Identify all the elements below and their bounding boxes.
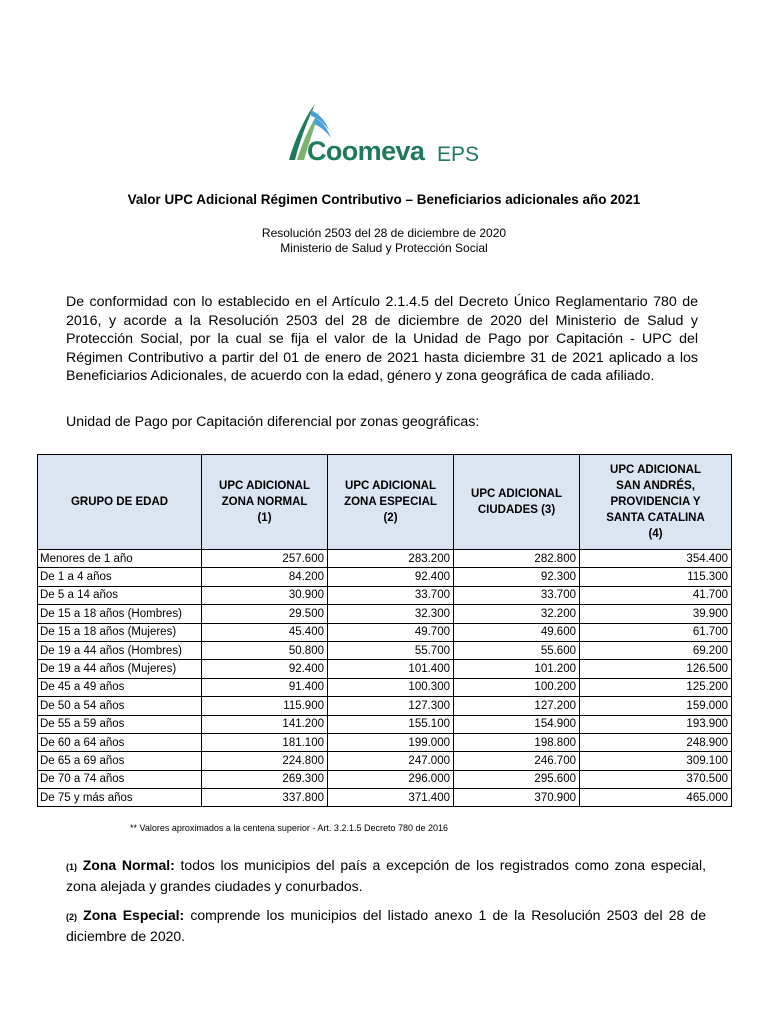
document-title: Valor UPC Adicional Régimen Contributivo – Beneficiarios adicionales año 2021 [127,192,641,207]
row-group: De 15 a 18 años (Mujeres) [38,623,202,641]
row-especial: 33.700 [328,586,454,604]
table-row [38,770,732,788]
table-row [38,568,732,586]
row-especial: 55.700 [328,641,454,659]
header-san-andres: UPC ADICIONAL SAN ANDRÉS, PROVIDENCIA Y SANTA CATALINA (4) [580,455,732,550]
row-group: De 1 a 4 años [38,568,202,586]
note-zona-normal [66,856,706,895]
row-group: De 5 a 14 años [38,586,202,604]
table-row [38,660,732,678]
brand-suffix: EPS [437,143,480,166]
row-especial: 296.000 [328,770,454,788]
row-group: De 60 a 64 años [38,733,202,751]
row-ciudades: 33.700 [454,586,580,604]
row-especial: 371.400 [328,789,454,807]
row-normal: 115.900 [202,697,328,715]
table-header-row [38,455,732,550]
row-normal: 257.600 [202,550,328,568]
row-group: De 45 a 49 años [38,678,202,696]
row-group: De 19 a 44 años (Mujeres) [38,660,202,678]
row-especial: 283.200 [328,550,454,568]
row-san: 370.500 [580,770,732,788]
table-row [38,641,732,659]
row-especial: 32.300 [328,605,454,623]
resolution-line: Resolución 2503 del 28 de diciembre de 2020 [261,226,507,240]
row-ciudades: 32.200 [454,605,580,623]
row-san: 465.000 [580,789,732,807]
row-especial: 199.000 [328,733,454,751]
note-marker: (1) [66,862,77,872]
row-ciudades: 246.700 [454,752,580,770]
coomeva-eps-logo [285,100,485,166]
row-san: 61.700 [580,623,732,641]
row-especial: 247.000 [328,752,454,770]
row-ciudades: 154.900 [454,715,580,733]
row-group: De 50 a 54 años [38,697,202,715]
row-san: 193.900 [580,715,732,733]
row-normal: 337.800 [202,789,328,807]
note-text: todos los municipios del país a excepción de los registrados como zona especial, zona alejada y grandes ciudades y conurbados. [66,857,707,894]
header-group: GRUPO DE EDAD [38,455,202,550]
note-text: comprende los municipios del listado anexo 1 de la Resolución 2503 del 28 de diciembre de 2020. [66,907,706,944]
row-normal: 45.400 [202,623,328,641]
row-san: 309.100 [580,752,732,770]
note-marker: (2) [66,912,77,922]
row-normal: 50.800 [202,641,328,659]
row-normal: 91.400 [202,678,328,696]
note-title: Zona Normal: [82,857,175,873]
row-group: De 19 a 44 años (Hombres) [38,641,202,659]
row-san: 39.900 [580,605,732,623]
row-normal: 92.400 [202,660,328,678]
row-san: 354.400 [580,550,732,568]
row-especial: 92.400 [328,568,454,586]
row-group: De 65 a 69 años [38,752,202,770]
row-group: De 15 a 18 años (Hombres) [38,605,202,623]
table-row [38,752,732,770]
row-group: De 70 a 74 años [38,770,202,788]
row-ciudades: 49.600 [454,623,580,641]
row-normal: 181.100 [202,733,328,751]
row-san: 126.500 [580,660,732,678]
row-normal: 224.800 [202,752,328,770]
row-ciudades: 370.900 [454,789,580,807]
note-title: Zona Especial: [83,907,185,923]
table-row [38,550,732,568]
table-row [38,623,732,641]
intro-paragraph: De conformidad con lo establecido en el Artículo 2.1.4.5 del Decreto Único Reglamentario 780 de 2016, y acorde a la Resolución 2503 del 28 de diciembre de 2020 del Ministerio de Salud y Protección Social, por la cual se fija el valor de la Unidad de Pago por Capitación - UPC del Régimen Contributivo a partir del 01 de enero de 2021 hasta diciembre 31 de 2021 aplicado a los Beneficiarios Adicionales, de acuerdo con la edad, género y zona geográfica de cada afiliado. [66,294,698,384]
upc-table [37,454,732,807]
row-san: 41.700 [580,586,732,604]
brand-name: Coomeva [307,136,425,166]
row-especial: 101.400 [328,660,454,678]
table-row [38,605,732,623]
row-especial: 127.300 [328,697,454,715]
row-ciudades: 92.300 [454,568,580,586]
table-footnote: ** Valores aproximados a la centena superior - Art. 3.2.1.5 Decreto 780 de 2016 [130,823,449,833]
row-especial: 49.700 [328,623,454,641]
row-especial: 100.300 [328,678,454,696]
row-ciudades: 101.200 [454,660,580,678]
row-san: 69.200 [580,641,732,659]
row-normal: 30.900 [202,586,328,604]
header-zona-especial: UPC ADICIONAL ZONA ESPECIAL (2) [328,455,454,550]
row-san: 159.000 [580,697,732,715]
row-san: 248.900 [580,733,732,751]
table-row [38,697,732,715]
header-ciudades: UPC ADICIONAL CIUDADES (3) [454,455,580,550]
row-normal: 269.300 [202,770,328,788]
row-normal: 29.500 [202,605,328,623]
row-normal: 141.200 [202,715,328,733]
row-ciudades: 127.200 [454,697,580,715]
table-row [38,586,732,604]
table-row [38,678,732,696]
row-san: 115.300 [580,568,732,586]
note-zona-especial [66,906,706,945]
table-row [38,733,732,751]
table-row [38,789,732,807]
row-ciudades: 295.600 [454,770,580,788]
table-subtitle: Unidad de Pago por Capitación diferencial por zonas geográficas: [66,414,480,430]
row-ciudades: 100.200 [454,678,580,696]
row-especial: 155.100 [328,715,454,733]
ministry-line: Ministerio de Salud y Protección Social [280,241,488,255]
row-san: 125.200 [580,678,732,696]
row-normal: 84.200 [202,568,328,586]
row-group: Menores de 1 año [38,550,202,568]
table-row [38,715,732,733]
header-zona-normal: UPC ADICIONAL ZONA NORMAL (1) [202,455,328,550]
row-group: De 55 a 59 años [38,715,202,733]
row-ciudades: 198.800 [454,733,580,751]
row-ciudades: 55.600 [454,641,580,659]
row-ciudades: 282.800 [454,550,580,568]
row-group: De 75 y más años [38,789,202,807]
